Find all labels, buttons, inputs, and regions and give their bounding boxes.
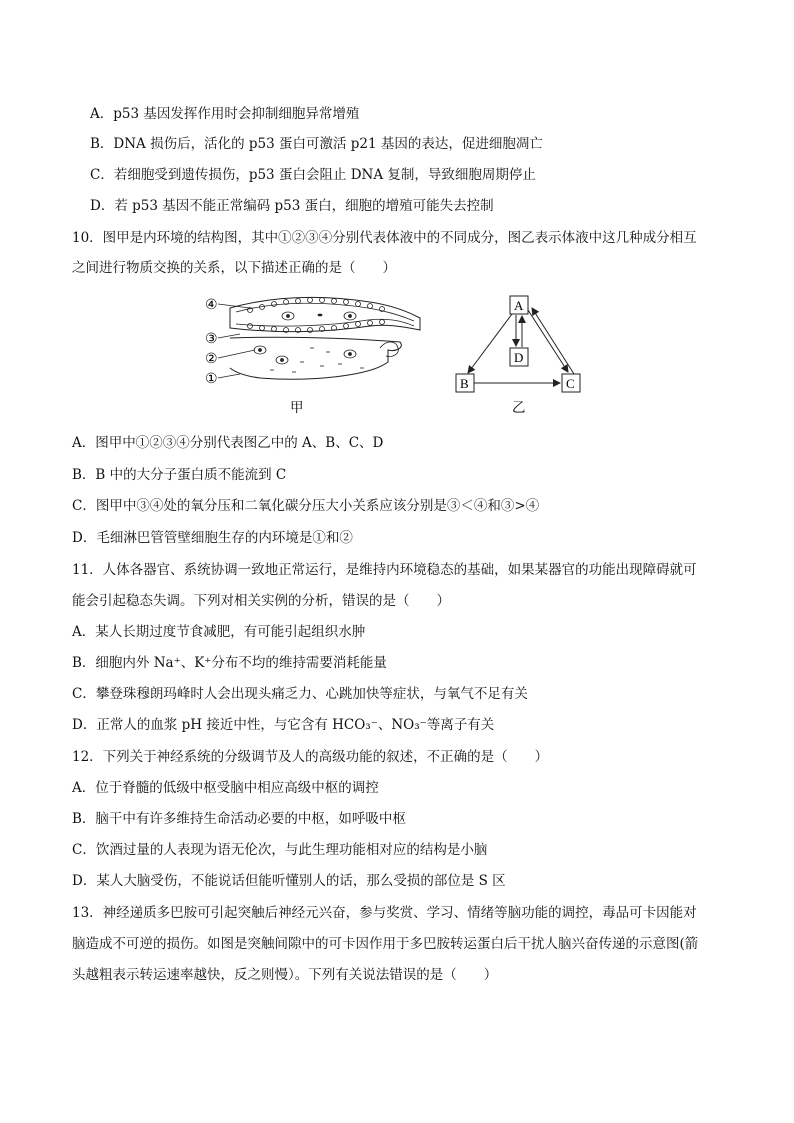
q12-option-c: C．饮酒过量的人表现为语无伦次，与此生理功能相对应的结构是小脑 xyxy=(72,842,488,858)
q11-stem-line1: 11．人体各器官、系统协调一致地正常运行，是维持内环境稳态的基础，如果某器官的功能出现障碍就可 xyxy=(72,562,697,578)
q11-option-a: A．某人长期过度节食减肥，有可能引起组织水肿 xyxy=(72,624,366,640)
q10-figure xyxy=(200,290,600,420)
node-d-label: D xyxy=(514,350,524,365)
node-a-label: A xyxy=(514,298,524,313)
figure-yi xyxy=(456,296,580,415)
q10-stem-line2: 之间进行物质交换的关系，以下描述正确的是（ ） xyxy=(72,260,396,276)
node-c-label: C xyxy=(566,376,575,391)
q12-stem: 12．下列关于神经系统的分级调节及人的高级功能的叙述，不正确的是（ ） xyxy=(72,749,549,765)
q11-option-b: B．细胞内外 Na⁺、K⁺分布不均的维持需要消耗能量 xyxy=(72,655,387,671)
q12-option-d: D．某人大脑受伤，不能说话但能听懂别人的话，那么受损的部位是 S 区 xyxy=(72,873,506,889)
q10-option-a: A．图甲中①②③④分别代表图乙中的 A、B、C、D xyxy=(72,435,384,451)
q11-option-c: C．攀登珠穆朗玛峰时人会出现头痛乏力、心跳加快等症状，与氧气不足有关 xyxy=(72,686,528,702)
q13-stem-line1: 13．神经递质多巴胺可引起突触后神经元兴奋，参与奖赏、学习、情绪等脑功能的调控，毒品可卡因能对 xyxy=(72,905,697,921)
capillary-wall xyxy=(230,297,420,331)
lymph-tip xyxy=(380,342,398,357)
marker-2: ② xyxy=(205,351,218,367)
arrow-a-to-c xyxy=(528,310,568,372)
marker-3: ③ xyxy=(205,331,218,347)
marker-4: ④ xyxy=(205,297,218,313)
q12-option-b: B．脑干中有许多维持生命活动必要的中枢，如呼吸中枢 xyxy=(72,811,406,827)
q10-option-c: C．图甲中③④处的氧分压和二氧化碳分压大小关系应该分别是③＜④和③>④ xyxy=(72,498,540,514)
q13-stem-line2: 脑造成不可逆的损伤。如图是突触间隙中的可卡因作用于多巴胺转运蛋白后干扰人脑兴奋传递的示意图(箭 xyxy=(72,936,699,952)
q10-option-b: B．B 中的大分子蛋白质不能流到 C xyxy=(72,467,287,483)
q11-option-d: D．正常人的血浆 pH 接近中性，与它含有 HCO₃⁻、NO₃⁻等离子有关 xyxy=(72,717,495,733)
figure-jia xyxy=(205,297,420,416)
arrow-c-to-a xyxy=(532,308,574,374)
q9-option-b: B．DNA 损伤后，活化的 p53 蛋白可激活 p21 基因的表达，促进细胞凋亡 xyxy=(90,136,543,152)
tissue-region xyxy=(230,337,401,379)
marker-1: ① xyxy=(205,371,218,387)
q9-option-c: C．若细胞受到遗传损伤，p53 蛋白会阻止 DNA 复制，导致细胞周期停止 xyxy=(90,167,536,183)
q11-stem-line2: 能会引起稳态失调。下列对相关实例的分析，错误的是（ ） xyxy=(72,593,450,609)
q13-stem-line3: 头越粗表示转运速率越快，反之则慢）。下列有关说法错误的是（ ） xyxy=(72,967,498,983)
q12-option-a: A．位于脊髓的低级中枢受脑中相应高级中枢的调控 xyxy=(72,780,379,796)
arrow-a-to-b xyxy=(468,314,512,373)
figure-yi-caption: 乙 xyxy=(512,400,526,415)
q9-option-a: A．p53 基因发挥作用时会抑制细胞异常增殖 xyxy=(90,106,360,122)
node-b-label: B xyxy=(460,376,469,391)
figure-jia-caption: 甲 xyxy=(290,400,304,416)
q9-option-d: D．若 p53 基因不能正常编码 p53 蛋白，细胞的增殖可能失去控制 xyxy=(90,198,494,214)
q10-stem-line1: 10．图甲是内环境的结构图，其中①②③④分别代表体液中的不同成分，图乙表示体液中这几种成分相互 xyxy=(72,230,697,246)
q10-option-d: D．毛细淋巴管管壁细胞生存的内环境是①和② xyxy=(72,530,353,546)
